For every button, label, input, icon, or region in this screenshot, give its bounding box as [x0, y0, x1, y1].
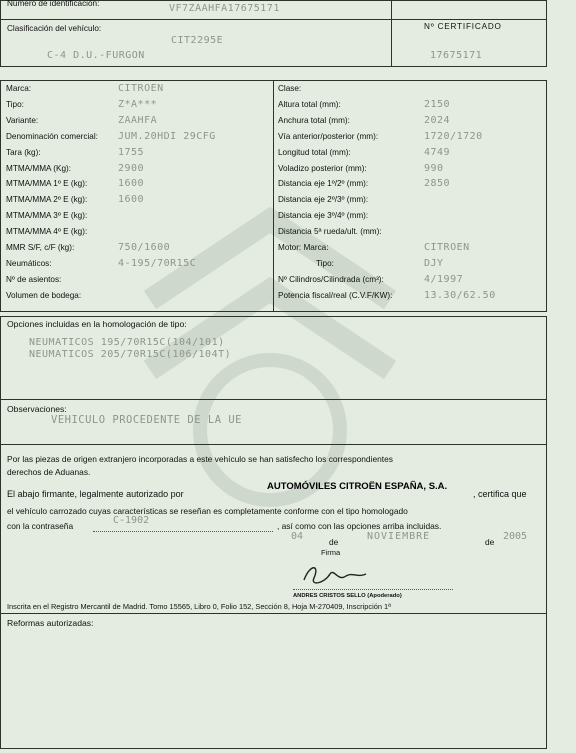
left-field-value: Z*A*** — [118, 98, 158, 110]
right-field-label: Distancia eje 3º/4º (mm): — [278, 211, 369, 221]
left-field-value: 1600 — [118, 194, 145, 206]
right-field-value: 2850 — [424, 178, 451, 190]
left-field-label: Denominación comercial: — [6, 131, 98, 141]
left-field-value: 2900 — [118, 162, 145, 174]
cert-line-3a: El abajo firmante, legalmente autorizado por — [7, 489, 184, 499]
certification-box — [0, 444, 547, 614]
classification-box — [0, 19, 392, 67]
left-field-value: 1755 — [118, 146, 145, 158]
observations-box — [0, 399, 547, 445]
right-field-label: Distancia eje 2º/3º (mm): — [278, 195, 369, 205]
date-de-1: de — [329, 537, 339, 547]
registry-inscription: Inscrita en el Registro Mercantil de Madrid. Tomo 15565, Libro 0, Folio 152, Sección 8, Hoja M-270409, Inscripción 1ª — [7, 602, 391, 611]
firma-label: Firma — [321, 548, 341, 557]
options-label: Opciones incluidas en la homologación de tipo: — [7, 319, 187, 329]
classification-value-1: CIT2295E — [171, 35, 224, 46]
left-field-label: Variante: — [6, 115, 39, 125]
right-field-label: Distancia eje 1º/2º (mm): — [278, 179, 369, 189]
left-field-label: MTMA/MMA (Kg): — [6, 163, 72, 173]
reforms-box — [0, 613, 547, 749]
cert-line-4: el vehículo carrozado cuyas características se reseñan es completamente conforme con el tipo homologado — [7, 506, 408, 516]
classification-label: Clasificación del vehículo: — [7, 24, 102, 33]
id-label: Número de identificación: — [7, 0, 100, 8]
left-field-label: MTMA/MMA 4º E (kg): — [6, 227, 88, 237]
right-field-label: Vía anterior/posterior (mm): — [278, 131, 379, 141]
left-field-label: MTMA/MMA 3º E (kg): — [6, 211, 88, 221]
right-field-value: DJY — [424, 257, 444, 269]
right-field-label: Altura total (mm): — [278, 99, 341, 109]
options-line-1: NEUMATICOS 195/70R15C(104/101) — [29, 337, 225, 348]
left-field-label: MTMA/MMA 1º E (kg): — [6, 179, 88, 189]
left-field-label: MMR S/F, c/F (kg): — [6, 243, 75, 252]
left-field-value: JUM.20HDI 29CFG — [118, 130, 216, 142]
left-field-label: Tara (kg): — [6, 147, 41, 157]
right-field-label: Voladizo posterior (mm): — [278, 163, 367, 173]
date-de-2: de — [485, 537, 495, 547]
right-field-label: Longitud total (mm): — [278, 147, 351, 157]
left-field-value: 4-195/70R15C — [118, 257, 197, 269]
cert-line-5a: con la contraseña — [7, 521, 74, 531]
right-field-label: Motor: Marca: — [278, 243, 329, 252]
signature — [300, 560, 370, 588]
right-field-value: 4/1997 — [424, 273, 464, 285]
id-side-box — [391, 0, 547, 20]
company-name: AUTOMÓVILES CITROËN ESPAÑA, S.A. — [267, 481, 448, 492]
right-field-label: Clase: — [278, 84, 302, 93]
left-field-label: Volumen de bodega: — [6, 290, 82, 300]
contrasena-value: C-1902 — [113, 515, 150, 526]
right-field-label: Distancia 5ª rueda/ult. (mm): — [278, 227, 382, 237]
observations-value: VEHICULO PROCEDENTE DE LA UE — [51, 414, 243, 426]
right-field-value: 13.30/62.50 — [424, 289, 496, 301]
signer-name: ANDRES CRISTOS SELLO (Apoderado) — [293, 593, 402, 599]
cert-line-1: Por las piezas de origen extranjero incorporadas a este vehículo se han satisfecho los correspondientes — [7, 454, 393, 464]
certificate-value: 17675171 — [430, 50, 483, 61]
id-value: VF7ZAAHFA17675171 — [169, 3, 280, 14]
left-field-label: MTMA/MMA 2º E (kg): — [6, 195, 88, 205]
observations-label: Observaciones: — [7, 404, 67, 414]
reforms-label: Reformas autorizadas: — [7, 618, 94, 628]
options-box — [0, 316, 547, 400]
left-field-value: 750/1600 — [118, 242, 171, 253]
date-month: NOVIEMBRE — [367, 531, 431, 542]
left-field-value: CITROEN — [118, 83, 164, 94]
left-field-value: ZAAHFA — [118, 114, 158, 126]
left-field-label: Neumáticos: — [6, 258, 52, 268]
right-field-label: Potencia fiscal/real (C.V.F/KW): — [278, 290, 393, 300]
left-field-label: Tipo: — [6, 99, 24, 109]
date-year: 2005 — [503, 531, 528, 542]
id-box — [0, 0, 392, 20]
right-field-value: 4749 — [424, 146, 451, 158]
left-field-label: Marca: — [6, 84, 32, 93]
left-field-label: Nº de asientos: — [6, 274, 62, 284]
cert-line-2: derechos de Aduanas. — [7, 467, 91, 477]
right-field-value: 2024 — [424, 114, 451, 126]
right-field-label: Anchura total (mm): — [278, 115, 350, 125]
right-field-value: 990 — [424, 162, 444, 174]
cert-line-3b: , certifica que — [473, 489, 527, 499]
options-line-2: NEUMATICOS 205/70R15C(106/104T) — [29, 349, 232, 360]
classification-value-2: C-4 D.U.-FURGON — [47, 50, 145, 61]
right-field-value: 1720/1720 — [424, 130, 483, 142]
right-field-label: Nº Cilindros/Cilindrada (cm³): — [278, 274, 384, 284]
left-field-value: 1600 — [118, 178, 145, 190]
right-field-value: CITROEN — [424, 242, 470, 253]
right-field-label: Tipo: — [316, 258, 334, 268]
date-day: 04 — [291, 531, 304, 542]
cert-line-5b: , así como con las opciones arriba incluidas. — [277, 521, 442, 531]
right-field-value: 2150 — [424, 98, 451, 110]
certificate-label: Nº CERTIFICADO — [424, 22, 502, 31]
certificate-box — [391, 19, 547, 67]
